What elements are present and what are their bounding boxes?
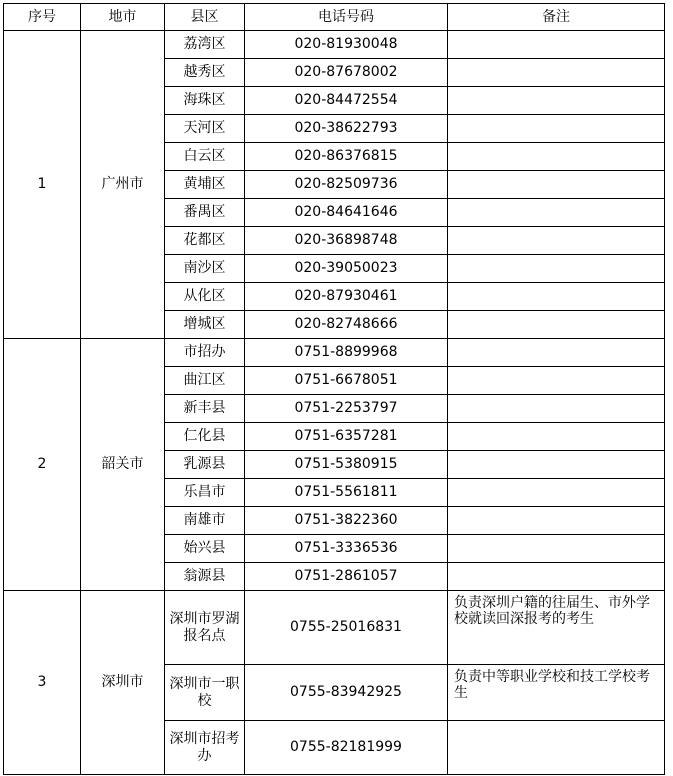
note-cell (448, 59, 665, 87)
note-cell (448, 395, 665, 423)
note-cell (448, 423, 665, 451)
group-city: 深圳市 (81, 591, 165, 775)
district-cell: 仁化县 (165, 423, 245, 451)
note-cell (448, 171, 665, 199)
group-city: 广州市 (81, 31, 165, 339)
phone-cell: 020-87678002 (245, 59, 448, 87)
note-cell (448, 31, 665, 59)
note-cell (448, 507, 665, 535)
phone-cell: 020-84641646 (245, 199, 448, 227)
district-cell: 白云区 (165, 143, 245, 171)
header-index: 序号 (4, 4, 81, 31)
district-cell: 番禺区 (165, 199, 245, 227)
phone-cell: 020-87930461 (245, 283, 448, 311)
district-cell: 曲江区 (165, 367, 245, 395)
table-row (4, 591, 665, 665)
phone-cell: 0751-6357281 (245, 423, 448, 451)
phone-cell: 020-36898748 (245, 227, 448, 255)
district-cell: 深圳市罗湖报名点 (165, 591, 245, 665)
phone-cell: 0755-83942925 (245, 665, 448, 721)
phone-cell: 020-81930048 (245, 31, 448, 59)
district-cell: 翁源县 (165, 563, 245, 591)
phone-cell: 020-38622793 (245, 115, 448, 143)
note-cell (448, 283, 665, 311)
district-cell: 荔湾区 (165, 31, 245, 59)
group-index: 3 (4, 591, 81, 775)
district-cell: 乐昌市 (165, 479, 245, 507)
header-district: 县区 (165, 4, 245, 31)
phone-cell: 020-39050023 (245, 255, 448, 283)
header-row (4, 4, 665, 31)
district-cell: 从化区 (165, 283, 245, 311)
district-cell: 花都区 (165, 227, 245, 255)
district-cell: 南沙区 (165, 255, 245, 283)
phone-cell: 0751-2253797 (245, 395, 448, 423)
phone-cell: 0751-5380915 (245, 451, 448, 479)
phone-cell: 0755-25016831 (245, 591, 448, 665)
note-cell: 负责深圳户籍的往届生、市外学校就读回深报考的考生 (448, 591, 665, 665)
note-cell (448, 87, 665, 115)
district-cell: 天河区 (165, 115, 245, 143)
note-cell (448, 227, 665, 255)
phone-cell: 020-86376815 (245, 143, 448, 171)
table-row (4, 31, 665, 59)
district-cell: 始兴县 (165, 535, 245, 563)
table-row (4, 339, 665, 367)
note-cell (448, 143, 665, 171)
note-cell: 负责中等职业学校和技工学校考生 (448, 665, 665, 721)
group-index: 2 (4, 339, 81, 591)
note-cell (448, 451, 665, 479)
phone-cell: 0751-3336536 (245, 535, 448, 563)
header-note: 备注 (448, 4, 665, 31)
header-phone: 电话号码 (245, 4, 448, 31)
contact-table (3, 3, 665, 775)
district-cell: 深圳市一职校 (165, 665, 245, 721)
phone-cell: 020-82509736 (245, 171, 448, 199)
phone-cell: 0751-6678051 (245, 367, 448, 395)
note-cell (448, 367, 665, 395)
district-cell: 市招办 (165, 339, 245, 367)
note-cell (448, 311, 665, 339)
phone-cell: 0751-8899968 (245, 339, 448, 367)
district-cell: 深圳市招考办 (165, 721, 245, 775)
phone-cell: 0751-5561811 (245, 479, 448, 507)
district-cell: 乳源县 (165, 451, 245, 479)
note-cell (448, 479, 665, 507)
phone-cell: 0755-82181999 (245, 721, 448, 775)
district-cell: 黄埔区 (165, 171, 245, 199)
phone-cell: 020-82748666 (245, 311, 448, 339)
phone-cell: 0751-2861057 (245, 563, 448, 591)
phone-cell: 020-84472554 (245, 87, 448, 115)
header-city: 地市 (81, 4, 165, 31)
note-cell (448, 199, 665, 227)
district-cell: 新丰县 (165, 395, 245, 423)
note-cell (448, 255, 665, 283)
group-city: 韶关市 (81, 339, 165, 591)
district-cell: 越秀区 (165, 59, 245, 87)
district-cell: 南雄市 (165, 507, 245, 535)
note-cell (448, 535, 665, 563)
district-cell: 海珠区 (165, 87, 245, 115)
note-cell (448, 563, 665, 591)
note-cell (448, 339, 665, 367)
group-index: 1 (4, 31, 81, 339)
district-cell: 增城区 (165, 311, 245, 339)
note-cell (448, 115, 665, 143)
phone-cell: 0751-3822360 (245, 507, 448, 535)
note-cell (448, 721, 665, 775)
